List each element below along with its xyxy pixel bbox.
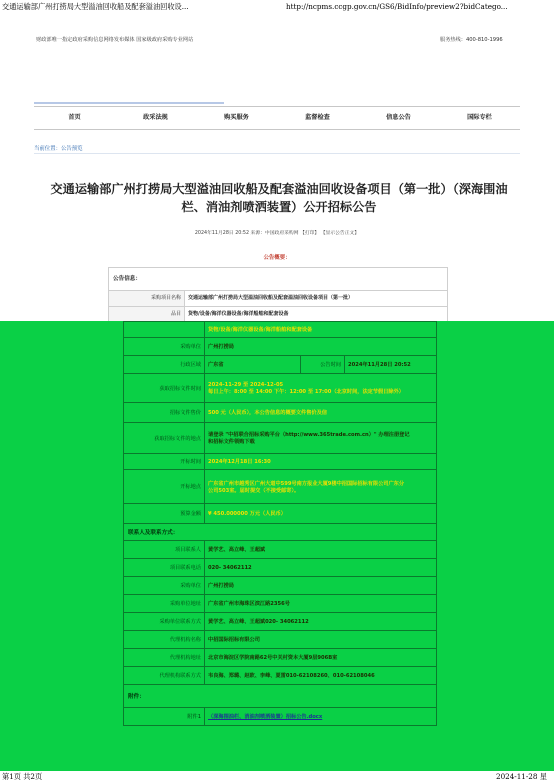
doc-location-line2: 和招标文件领购下载 [208, 439, 255, 445]
date-range: 2024-11-29 至 2024-12-05 [208, 382, 284, 388]
field-label: 采购项目名称 [109, 291, 185, 306]
field-value: 货物/设备/海洋仪器设备/海洋船舶和配套设备 [188, 311, 289, 317]
table-row [124, 613, 436, 631]
field-label: 获取招标文件的地点 [124, 423, 205, 453]
field-value: 韦良海、郑璐、赵欧、李峰、夏雷010-62108260、010-62108046 [208, 673, 375, 679]
table-row [124, 559, 436, 577]
field-label: 代理机构地址 [124, 649, 205, 666]
table-row [124, 667, 436, 685]
page-title-header: 交通运输部广州打捞局大型溢油回收船及配套溢油回收设... [2, 2, 189, 11]
field-label: 行政区域 [124, 356, 205, 373]
field-value: 黄学艺、高立峰、王超斌020- 34062112 [208, 619, 309, 625]
nav-item-regulations[interactable]: 政采法规 [143, 114, 168, 121]
table-row [124, 470, 436, 504]
article-meta: 2024年11月28日 20:52 来源：中国政府采购网 【打印】 【显示公告正文】 [194, 231, 360, 236]
table-row [124, 504, 436, 524]
nav-item-purchase-service[interactable]: 购买服务 [224, 114, 249, 121]
print-date: 2024-11-28 星 [496, 772, 547, 781]
section-attachments: 附件： [124, 685, 436, 708]
field-value: 2024年12月18日 16:30 [208, 459, 271, 465]
field-value [205, 708, 436, 725]
field-label: 代理机构联系方式 [124, 667, 205, 684]
nav-item-supervision[interactable]: 监督检查 [305, 114, 330, 121]
field-value: 广东省广州市海珠区滨江路2356号 [208, 601, 290, 607]
field-value: 货物/设备/海洋仪器设备/海洋船舶和配套设备 [208, 327, 313, 333]
field-value: 黄学艺、高立峰、王超斌 [208, 547, 266, 553]
table-row [124, 541, 436, 559]
field-value: 020- 34062112 [208, 564, 252, 571]
field-label: 开标时间 [124, 454, 205, 469]
nav-item-announcements[interactable]: 信息公告 [386, 114, 411, 121]
field-label: 公告时间 [300, 356, 345, 373]
table-row [124, 356, 436, 374]
bid-location-line1: 广东省广州市越秀区广州大道中599号南方报业大厦9楼中招国际招标有限公司广东分 [208, 480, 405, 487]
field-label: 项目联系电话 [124, 559, 205, 576]
field-label: 采购单位 [124, 577, 205, 594]
breadcrumb-divider [34, 153, 520, 154]
table-row [124, 577, 436, 595]
section-announcement-info: 公告信息： [109, 268, 447, 291]
field-label: 获取招标文件时间 [124, 374, 205, 402]
table-row [124, 423, 436, 454]
breadcrumb[interactable]: 当前位置：公告预览 [34, 146, 83, 152]
field-label: 预算金额 [124, 504, 205, 523]
field-value [205, 423, 436, 453]
page-url-header[interactable]: http://ncpms.ccgp.gov.cn/GS6/BidInfo/preview2?bidCatego... [286, 2, 508, 11]
field-value: 北京市海淀区学院南路62号中关村资本大厦9层906B室 [208, 655, 338, 661]
bid-location-line2: 公司503室。届时提交（不接受邮寄）。 [208, 487, 300, 494]
field-value [205, 374, 436, 402]
section-contacts: 联系人及联系方式： [124, 524, 436, 541]
field-value [205, 470, 436, 503]
field-label [124, 322, 205, 337]
field-label: 代理机构名称 [124, 631, 205, 648]
field-label: 招标文件售价 [124, 403, 205, 422]
nav-item-home[interactable]: 首页 [68, 114, 81, 121]
page-counter: 第1页 共2页 [2, 772, 43, 781]
table-row [124, 649, 436, 667]
browser-print-header [0, 0, 554, 14]
table-row [124, 631, 436, 649]
field-label: 采购单位 [124, 338, 205, 355]
field-label: 附件1 [124, 708, 205, 725]
attachment-link[interactable]: （深海围油栏、消油剂喷洒装置）招标公告.docx [208, 714, 323, 720]
site-slogan: 财政部唯一指定政府采购信息网络发布媒体 国家级政府采购专业网站 [36, 37, 194, 43]
field-value: 500 元（人民币），本公告信息的概要文件售价及信 [208, 410, 327, 416]
doc-location-line1: 请登录 "中招联合招标采购平台（http://www.365trade.com.cn）" 办理注册登记 [208, 432, 410, 438]
field-value: 广州打捞局 [208, 344, 234, 350]
field-value: 广东省 [208, 362, 224, 368]
field-value: ¥ 450.000000 万元（人民币） [208, 511, 286, 517]
field-label: 采购单位地址 [124, 595, 205, 612]
logo-divider [34, 102, 224, 104]
browser-print-footer [0, 770, 554, 783]
summary-label: 公告概要： [263, 255, 291, 261]
table-row [124, 454, 436, 470]
article-title: 交通运输部广州打捞局大型溢油回收船及配套溢油回收设备项目（第一批）（深海围油栏、消油剂喷洒装置）公开招标公告 [50, 182, 508, 214]
field-label: 品目 [109, 307, 185, 322]
daily-hours: 每日上午：8:00 至 14:00 下午：12:00 至 17:00（北京时间，法定节假日除外） [208, 389, 404, 395]
field-label: 项目联系人 [124, 541, 205, 558]
table-row [124, 595, 436, 613]
announcement-info-table [108, 267, 448, 324]
nav-item-international[interactable]: 国际专栏 [467, 114, 492, 121]
table-row [124, 403, 436, 423]
field-value: 广州打捞局 [208, 583, 234, 589]
service-hotline: 服务热线：400-810-1996 [440, 37, 503, 43]
field-value: 交通运输部广州打捞局大型溢油回收船及配套溢油回收设备项目（第一批） [188, 295, 354, 301]
table-row [124, 338, 436, 356]
table-row [124, 322, 436, 338]
main-nav [34, 106, 520, 130]
field-label: 开标地点 [124, 470, 205, 503]
field-label: 采购单位联系方式 [124, 613, 205, 630]
table-row [124, 374, 436, 403]
field-value: 2024年11月28日 20:52 [348, 362, 411, 368]
announcement-detail-table [123, 321, 437, 726]
table-row [124, 708, 436, 725]
field-value: 中招国际招标有限公司 [208, 637, 260, 643]
table-row [109, 291, 447, 307]
